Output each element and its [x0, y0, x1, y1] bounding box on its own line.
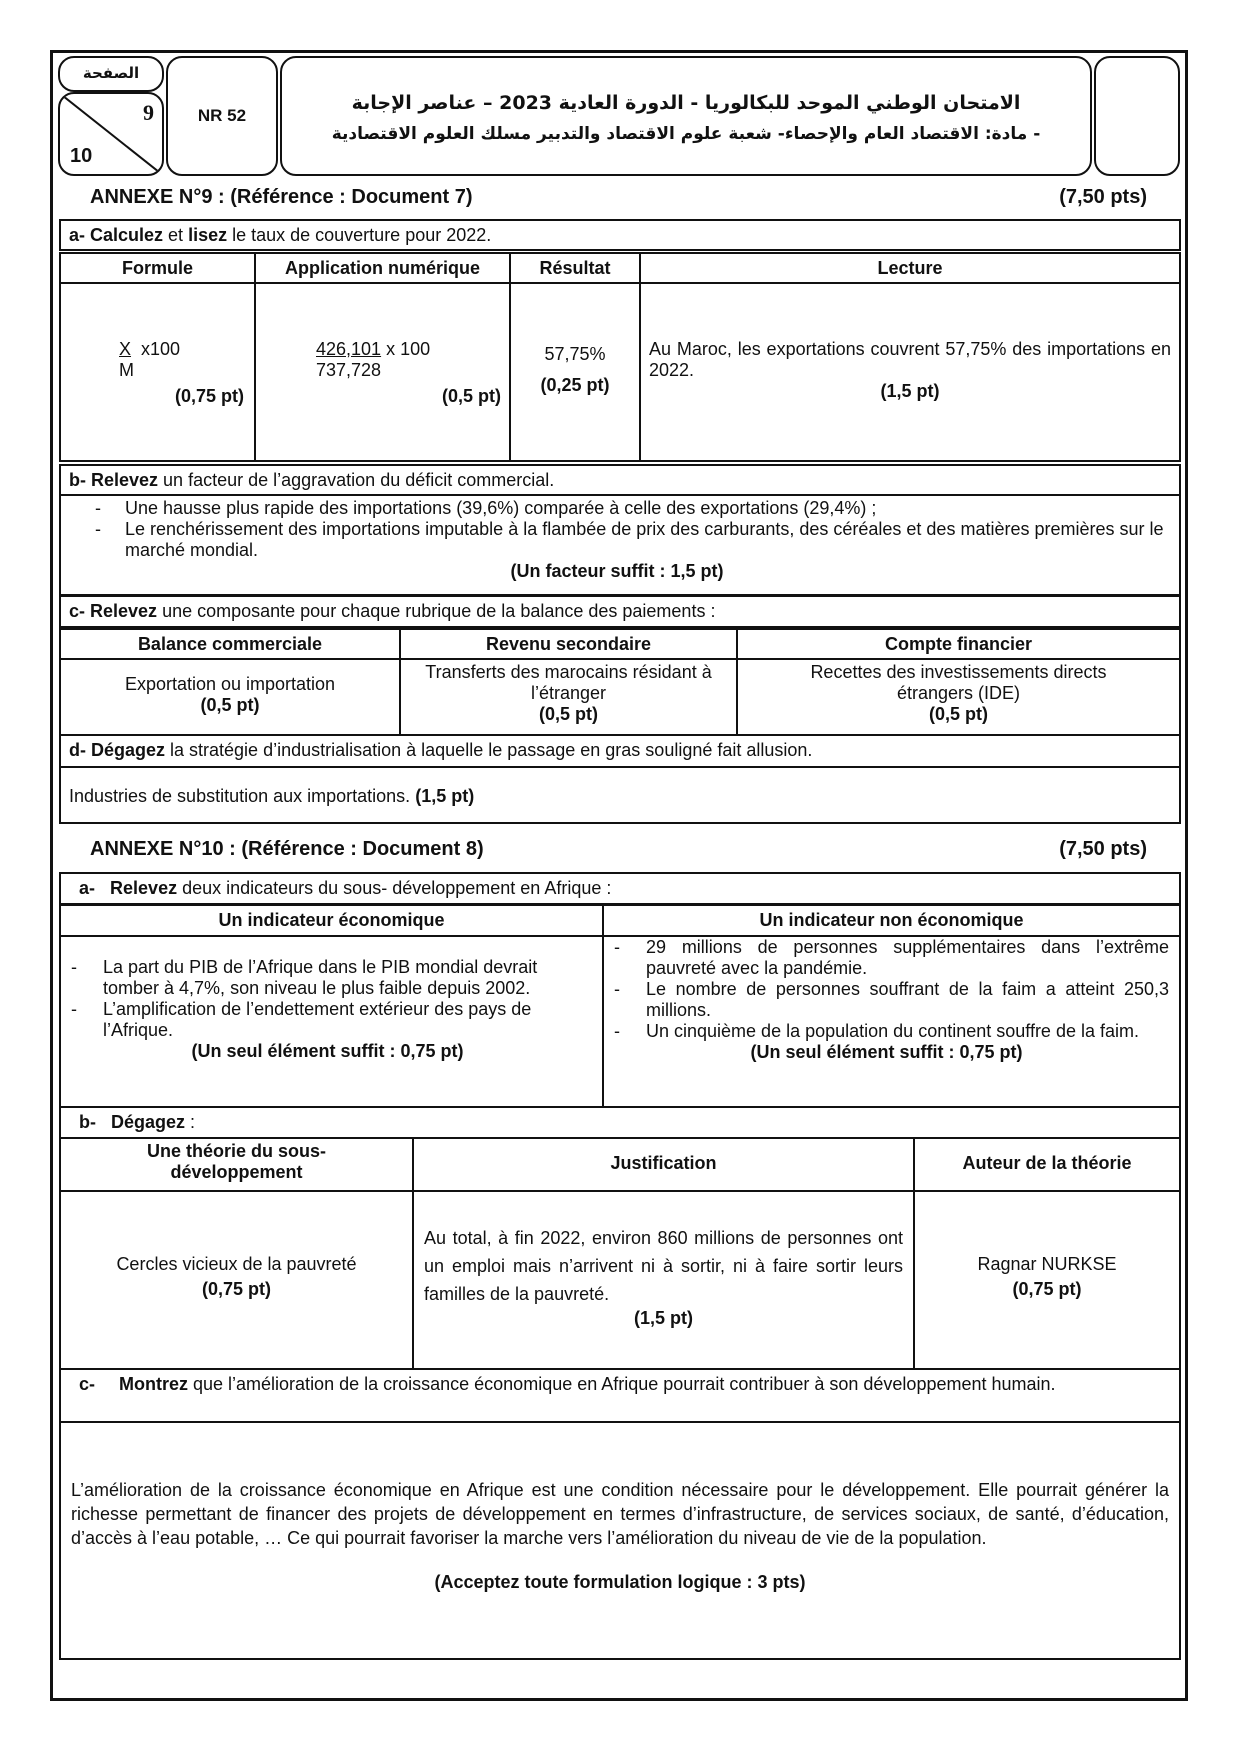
annex10-title: ANNEXE N°10 : (Référence : Document 8) [90, 838, 484, 860]
auteur-cell [913, 1190, 1181, 1370]
indicateur-economique-cell [59, 935, 604, 1108]
result-cell [509, 282, 641, 462]
annex9-b-items-1: - Le renchérissement des importations imputable à la flambée de prix des carburants, des céréales et des matières premières sur le marché mondial. [89, 519, 1169, 561]
annex10-c-rest: que l’amélioration de la croissance économique en Afrique pourrait contribuer à son développement humain. [188, 1374, 1056, 1394]
balance-commerciale-cell [59, 658, 401, 736]
justification-cell [412, 1190, 915, 1370]
bullet-list [89, 498, 1169, 561]
exam-subtitle: - مادة: الاقتصاد العام والإحصاء- شعبة علوم الاقتصاد والتدبير مسلك العلوم الاقتصادية [331, 124, 1041, 144]
annex9-a-lecture: Au Maroc, les exportations couvrent 57,75% des importations en 2022. [649, 339, 1171, 380]
annex9-d-pts: (1,5 pt) [415, 786, 475, 806]
annex10-b-theory: Cercles vicieux de la pauvreté [116, 1254, 357, 1274]
annex9-question-b [59, 464, 1181, 496]
annex10-question-a [59, 872, 1181, 905]
annex9-a-result-pts: (0,25 pt) [540, 375, 610, 395]
annex9-c-pts: (0,5 pt) [928, 704, 988, 724]
annex10-b-justification: Au total, à fin 2022, environ 860 millions de personnes ont un emploi mais n’arrivent ni à sortir, ni à faire sortir leurs familles de la pauvreté. [424, 1228, 903, 1304]
annex10-a-eco-1: - L’amplification de l’endettement extérieur des pays de l’Afrique. [65, 999, 594, 1041]
annex10-a-non-eco-0: - 29 millions de personnes supplémentaires dans l’extrême pauvreté avec la pandémie. [608, 937, 1169, 979]
header-justification: Justification [412, 1137, 915, 1192]
blank-box [1094, 56, 1180, 176]
annex10-c-note: (Acceptez toute formulation logique : 3 pts) [434, 1572, 806, 1592]
annex9-c-cells-1: Transferts des marocains résidant à l’étranger [425, 662, 712, 703]
annex9-a-verb2: lisez [188, 225, 228, 245]
exam-code-box [166, 56, 278, 176]
annex9-a-rest: le taux de couverture pour 2022. [227, 225, 492, 245]
exam-title: الامتحان الوطني الموحد للبكالوريا - الدورة العادية 2023 – عناصر الإجابة [351, 92, 1021, 114]
annex9-a-formula-num: X [119, 339, 132, 359]
lecture-cell [639, 282, 1181, 462]
annex9-c-cells-0: Exportation ou importation [124, 674, 336, 694]
annex9-answer-b [59, 494, 1181, 596]
header-indicateur-economique: Un indicateur économique [59, 904, 604, 937]
annex10-b-letter: b- [79, 1112, 96, 1132]
application-cell [254, 282, 511, 462]
header-revenu-secondaire: Revenu secondaire [399, 628, 738, 660]
annex10-a-verb: Relevez [110, 878, 178, 898]
annex9-b-note: (Un facteur suffit : 1,5 pt) [510, 561, 724, 581]
annex10-a-rest: deux indicateurs du sous- développement en Afrique : [177, 878, 612, 898]
annex9-question-a [59, 219, 1181, 251]
annex10-b-verb: Dégagez [111, 1112, 186, 1132]
annex9-d-verb: d- Dégagez [69, 740, 166, 760]
annex9-d-answer: Industries de substitution aux importations. [69, 786, 411, 806]
header-lecture: Lecture [639, 252, 1181, 284]
page-number: 9 [143, 100, 154, 125]
annex9-question-c [59, 595, 1181, 628]
annex10-points: (7,50 pts) [1059, 838, 1147, 860]
bullet-list [61, 957, 594, 1041]
page-label: الصفحة [82, 64, 140, 82]
annex9-a-app-den: 737,728 [316, 360, 382, 380]
header-resultat: Résultat [509, 252, 641, 284]
annex9-c-pts: (0,5 pt) [200, 695, 260, 715]
annex10-a-note: (Un seul élément suffit : 0,75 pt) [191, 1041, 464, 1061]
header-balance-commerciale: Balance commerciale [59, 628, 401, 660]
annex10-question-c [59, 1368, 1181, 1423]
exam-title-box [280, 56, 1092, 176]
annex9-a-lecture-pts: (1,5 pt) [880, 381, 940, 401]
annex9-question-d [59, 734, 1181, 768]
annex10-a-non-eco-2: - Un cinquième de la population du continent souffre de la faim. [608, 1021, 1169, 1042]
indicateur-non-economique-cell [602, 935, 1181, 1108]
annex10-c-verb: Montrez [119, 1374, 188, 1394]
annex9-a-formula-pts: (0,75 pt) [174, 386, 244, 406]
annex9-a-formula-mult: x100 [141, 339, 181, 359]
annex10-b-just-pts: (1,5 pt) [633, 1308, 693, 1328]
header-theorie: Une théorie du sous-développement [59, 1137, 414, 1192]
annex9-points: (7,50 pts) [1059, 186, 1147, 208]
annex9-a-mid: et [163, 225, 189, 245]
compte-financier-cell [736, 658, 1181, 736]
annex10-b-author: Ragnar NURKSE [977, 1254, 1117, 1274]
annex10-b-rest: : [185, 1112, 196, 1132]
header-auteur: Auteur de la théorie [913, 1137, 1181, 1192]
annex9-c-verb: c- Relevez [69, 601, 158, 621]
annex9-c-cells-2: Recettes des investissements directs étrangers (IDE) [810, 662, 1107, 703]
annex10-c-letter: c- [79, 1374, 96, 1394]
annex10-c-answer: L’amélioration de la croissance économique en Afrique est une condition nécessaire pour le développement. Elle pourrait générer la richesse permettant de financer des projets de développement en termes d’infrastructure, de services sociaux, de santé, d’éducation, d’accès à l’eau potable, … Ce qui pourrait favoriser la marche vers l’amélioration du niveau de vie de la population. [71, 1480, 1169, 1548]
exam-code: NR 52 [197, 106, 247, 125]
header-compte-financier: Compte financier [736, 628, 1181, 660]
annex10-answer-c [59, 1421, 1181, 1660]
header-application: Application numérique [254, 252, 511, 284]
annex9-a-app-mult: x 100 [381, 339, 431, 359]
annex10-a-note: (Un seul élément suffit : 0,75 pt) [750, 1042, 1023, 1062]
annex10-question-b [59, 1106, 1181, 1139]
page-total: 10 [70, 145, 93, 167]
header-formule: Formule [59, 252, 256, 284]
annex9-b-rest: un facteur de l’aggravation du déficit commercial. [158, 470, 555, 490]
annex10-b-theory-pts: (0,75 pt) [201, 1279, 271, 1299]
annex10-a-eco-0: - La part du PIB de l’Afrique dans le PIB mondial devrait tomber à 4,7%, son niveau le plus faible depuis 2002. [65, 957, 594, 999]
annex9-title: ANNEXE N°9 : (Référence : Document 7) [90, 186, 473, 208]
formula-cell [59, 282, 256, 462]
annex9-a-app-num: 426,101 [316, 339, 382, 359]
annex9-b-items-0: - Une hausse plus rapide des importations (39,6%) comparée à celle des exportations (29,4%) ; [89, 498, 1169, 519]
header-indicateur-non-economique: Un indicateur non économique [602, 904, 1181, 937]
annex10-b-author-pts: (0,75 pt) [1012, 1279, 1082, 1299]
annex9-a-verb1: a- Calculez [69, 225, 164, 245]
revenu-secondaire-cell [399, 658, 738, 736]
annex9-a-formula-den: M [119, 360, 134, 380]
annex9-a-app-pts: (0,5 pt) [441, 386, 501, 406]
annex9-c-pts: (0,5 pt) [538, 704, 598, 724]
annex9-a-result: 57,75% [544, 344, 606, 364]
page-label-box [58, 56, 164, 92]
annex9-c-rest: une composante pour chaque rubrique de la balance des paiements : [157, 601, 716, 621]
page-number-box [58, 92, 164, 176]
annex9-d-rest: la stratégie d’industrialisation à laquelle le passage en gras souligné fait allusion. [165, 740, 813, 760]
annex9-answer-d [59, 766, 1181, 824]
annex10-a-non-eco-1: - Le nombre de personnes souffrant de la faim a atteint 250,3 millions. [608, 979, 1169, 1021]
bullet-list [604, 937, 1169, 1042]
theorie-cell [59, 1190, 414, 1370]
annex10-a-letter: a- [79, 878, 96, 898]
annex9-b-verb: b- Relevez [69, 470, 159, 490]
